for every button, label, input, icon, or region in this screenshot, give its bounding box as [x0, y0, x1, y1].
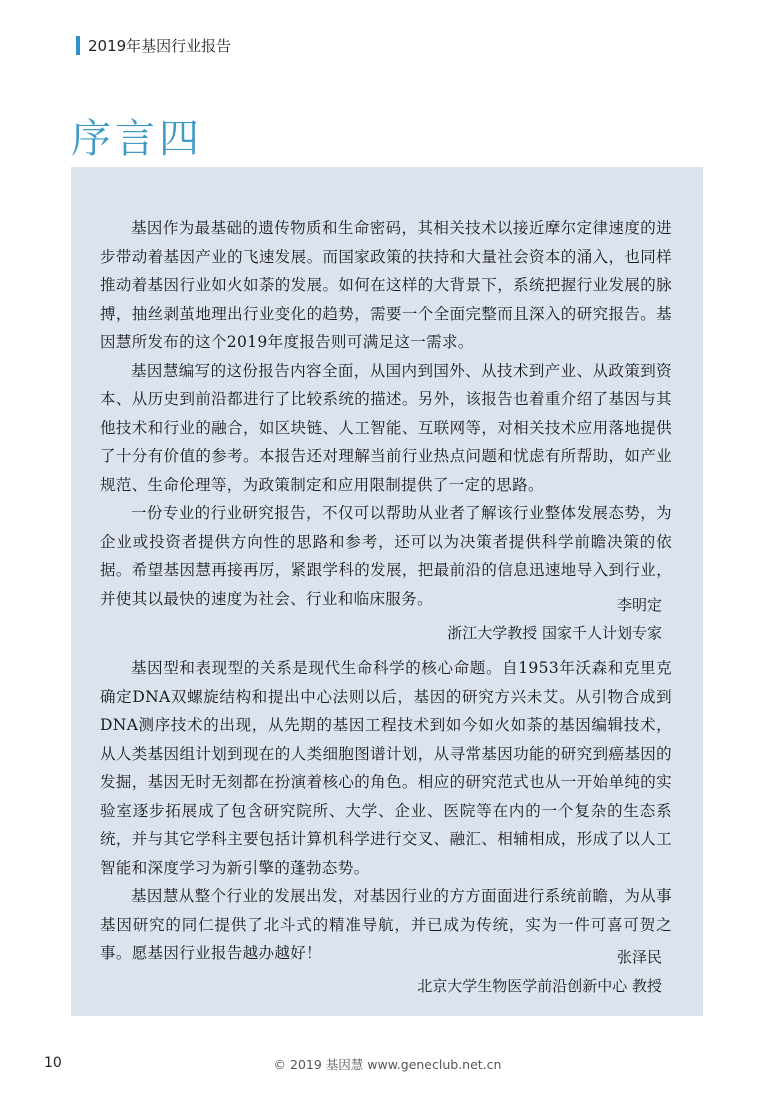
page-number: 10 [44, 1055, 62, 1071]
report-header-title: 2019年基因行业报告 [88, 37, 232, 55]
preface-2-affiliation: 北京大学生物医学前沿创新中心 教授 [417, 977, 662, 995]
footer-copyright: © 2019 基因慧 www.geneclub.net.cn [273, 1057, 502, 1072]
preface-1-author: 李明定 [616, 596, 662, 614]
preface-2-paragraph: 基因慧从整个行业的发展出发，对基因行业的方方面面进行系统前瞻，为从事基因研究的同仁提供了北斗式的精准导航，并已成为传统，实为一件可喜可贺之事。愿基因行业报告越办越好！ [100, 887, 672, 962]
preface-1-paragraph: 一份专业的行业研究报告，不仅可以帮助从业者了解该行业整体发展态势，为企业或投资者提供方向性的思路和参考，还可以为决策者提供科学前瞻决策的依据。希望基因慧再接再厉，紧跟学科的发展，把最前沿的信息迅速地导入到行业，并使其以最快的速度为社会、行业和临床服务。 [100, 504, 672, 608]
preface-2-author: 张泽民 [616, 948, 662, 966]
preface-2-body [100, 654, 672, 968]
header-accent-bar [76, 36, 80, 55]
section-title: 序言四 [71, 116, 203, 162]
preface-1-affiliation: 浙江大学教授 国家千人计划专家 [447, 624, 662, 642]
preface-1-paragraph: 基因作为最基础的遗传物质和生命密码，其相关技术以接近摩尔定律速度的进步带动着基因产业的飞速发展。而国家政策的扶持和大量社会资本的涌入，也同样推动着基因行业如火如荼的发展。如何在这样的大背景下，系统把握行业发展的脉搏，抽丝剥茧地理出行业变化的趋势，需要一个全面完整而且深入的研究报告。基因慧所发布的这个2019年度报告则可满足这一需求。 [100, 219, 672, 351]
preface-1-paragraph: 基因慧编写的这份报告内容全面，从国内到国外、从技术到产业、从政策到资本、从历史到前沿都进行了比较系统的描述。另外，该报告也着重介绍了基因与其他技术和行业的融合，如区块链、人工智能、互联网等，对相关技术应用落地提供了十分有价值的参考。本报告还对理解当前行业热点问题和忧虑有所帮助，如产业规范、生命伦理等，为政策制定和应用限制提供了一定的思路。 [100, 361, 672, 494]
preface-2-paragraph: 基因型和表现型的关系是现代生命科学的核心命题。自1953年沃森和克里克确定DNA双螺旋结构和提出中心法则以后，基因的研究方兴未艾。从引物合成到DNA测序技术的出现，从先期的基因工程技术到如今如火如荼的基因编辑技术，从人类基因组计划到现在的人类细胞图谱计划，从寻常基因功能的研究到癌基因的发掘，基因无时无刻都在扮演着核心的角色。相应的研究范式也从一开始单纯的实验室逐步拓展成了包含研究院所、大学、企业、医院等在内的一个复杂的生态系统，并与其它学科主要包括计算机科学进行交叉、融汇、相辅相成，形成了以人工智能和深度学习为新引擎的蓬勃态势。 [100, 659, 672, 877]
preface-1-body [100, 214, 672, 613]
